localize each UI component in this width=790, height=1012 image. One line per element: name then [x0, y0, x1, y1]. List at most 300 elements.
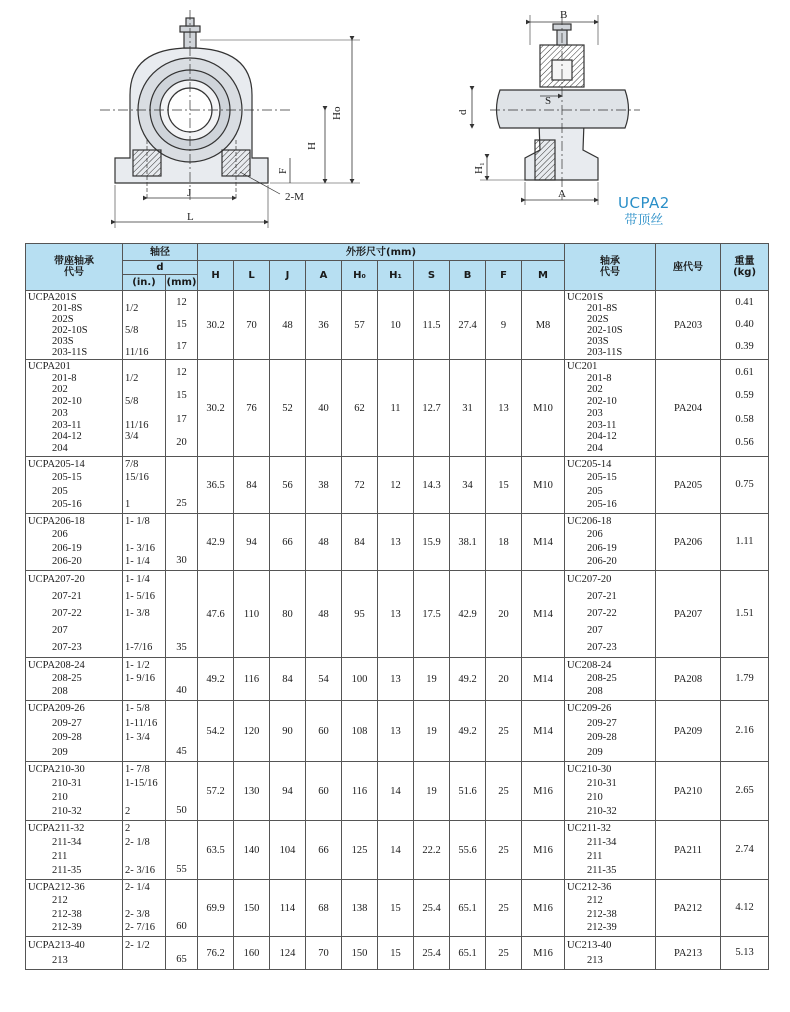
bearing-code-cell-line: 209-27	[587, 717, 617, 729]
dim-j-cell: 104	[270, 821, 306, 880]
unit-code-cell-line: 210-31	[52, 778, 82, 789]
unit-code-cell-line: 210-32	[52, 806, 82, 817]
inch-cell-line	[125, 530, 163, 540]
unit-code-cell-line: 212-38	[52, 908, 82, 920]
housing-code-cell: PA210	[656, 762, 721, 821]
dim-h0-cell: 57	[342, 291, 378, 360]
label-s: S	[545, 95, 552, 107]
inch-cell	[123, 457, 166, 514]
inch-cell-line: 1- 5/8	[125, 703, 150, 715]
bearing-code-cell	[565, 457, 656, 514]
unit-code-cell-line: 210	[52, 792, 68, 803]
dim-b-cell: 49.2	[450, 701, 486, 762]
bearing-code-cell-line: 204	[587, 443, 603, 455]
dim-m-cell: M16	[522, 762, 565, 821]
inch-cell	[123, 571, 166, 658]
inch-cell-line: 1- 1/4	[125, 556, 150, 568]
dim-a-cell: 48	[306, 571, 342, 658]
dim-a-cell: 36	[306, 291, 342, 360]
weight-cell	[721, 658, 769, 701]
table-row	[26, 701, 769, 762]
bearing-code-cell-line: 206-19	[587, 542, 617, 554]
dim-s-cell: 15.9	[414, 514, 450, 571]
label-l: L	[187, 211, 194, 223]
dim-h-cell: 49.2	[198, 658, 234, 701]
mm-cell	[166, 571, 198, 658]
dim-a-cell: 70	[306, 937, 342, 970]
dim-h-cell: 47.6	[198, 571, 234, 658]
unit-code-cell	[26, 658, 123, 701]
inch-cell-line: 2- 7/16	[125, 922, 156, 934]
dim-m-cell: M16	[522, 937, 565, 970]
mm-cell-line: 65	[176, 954, 187, 965]
unit-code-cell-line: 213	[52, 954, 68, 966]
dim-f-cell: 20	[486, 658, 522, 701]
dim-l-cell: 70	[234, 291, 270, 360]
inch-cell-line	[125, 293, 163, 303]
inch-cell-line: 7/8	[125, 458, 139, 470]
dim-h-cell: 76.2	[198, 937, 234, 970]
bearing-code-cell-line: 210-31	[587, 778, 617, 789]
dim-m-cell: M14	[522, 701, 565, 762]
unit-code-cell-line: UCPA207-20	[28, 574, 85, 586]
unit-code-cell-line: UCPA206-18	[28, 515, 85, 527]
label-j: J	[187, 187, 192, 199]
dim-s-cell: 11.5	[414, 291, 450, 360]
housing-code-cell: PA203	[656, 291, 721, 360]
dim-s-cell: 22.2	[414, 821, 450, 880]
table-row	[26, 514, 769, 571]
inch-cell	[123, 701, 166, 762]
bearing-code-cell-line: 205-16	[587, 499, 617, 511]
dim-m-cell: M14	[522, 658, 565, 701]
bearing-code-cell-line: 207-22	[587, 607, 617, 619]
dim-h-cell: 57.2	[198, 762, 234, 821]
header-col-h0: H₀	[342, 261, 378, 291]
inch-cell-line	[125, 687, 163, 697]
dim-h0-cell: 100	[342, 658, 378, 701]
unit-code-cell-line: 203-11S	[52, 346, 88, 358]
dim-m-cell: M10	[522, 457, 565, 514]
dim-b-cell: 65.1	[450, 937, 486, 970]
weight-cell	[721, 880, 769, 937]
dim-h0-cell: 62	[342, 360, 378, 457]
mm-cell-line: 40	[176, 685, 187, 696]
dim-h1-cell: 10	[378, 291, 414, 360]
dim-m-cell: M8	[522, 291, 565, 360]
dim-f-cell: 20	[486, 571, 522, 658]
bearing-code-cell	[565, 514, 656, 571]
bearing-code-cell-line: 210-32	[587, 806, 617, 817]
label-a: A	[558, 188, 566, 200]
unit-code-cell-line: 206	[52, 529, 68, 541]
mm-cell-line: 45	[176, 746, 187, 757]
dim-h1-cell: 14	[378, 762, 414, 821]
table-row	[26, 880, 769, 937]
dim-h-cell: 42.9	[198, 514, 234, 571]
dim-f-cell: 25	[486, 937, 522, 970]
dim-f-cell: 25	[486, 762, 522, 821]
dim-h-cell: 30.2	[198, 291, 234, 360]
inch-cell-line: 2	[125, 823, 131, 834]
bearing-code-cell-line: 201-8	[587, 372, 612, 384]
header-bearing-code: 轴承 代号	[565, 244, 656, 291]
spec-table-body	[26, 291, 769, 970]
dim-l-cell: 84	[234, 457, 270, 514]
weight-cell-line: 2.16	[735, 725, 754, 736]
dim-l-cell: 160	[234, 937, 270, 970]
mm-cell-line: 60	[176, 921, 187, 932]
bearing-code-cell-line: UC201	[567, 360, 598, 372]
inch-cell-line: 1- 3/4	[125, 732, 150, 744]
header-d: d	[123, 261, 198, 275]
dim-j-cell: 52	[270, 360, 306, 457]
dim-a-cell: 54	[306, 658, 342, 701]
table-row	[26, 937, 769, 970]
dim-h0-cell: 72	[342, 457, 378, 514]
bearing-code-cell-line: UC208-24	[567, 659, 612, 671]
unit-code-cell-line: 202S	[52, 313, 74, 325]
header-weight: 重量 (kg)	[721, 244, 769, 291]
weight-cell-line: 0.56	[735, 437, 754, 449]
inch-cell-line: 3/4	[125, 431, 139, 443]
unit-code-cell-line: 201-8	[52, 372, 77, 384]
header-col-m: M	[522, 261, 565, 291]
dim-m-cell: M16	[522, 880, 565, 937]
unit-code-cell-line: 211	[52, 851, 68, 862]
dim-s-cell: 17.5	[414, 571, 450, 658]
bearing-code-cell-line: 203S	[587, 335, 609, 347]
housing-code-cell: PA204	[656, 360, 721, 457]
dim-m-cell: M10	[522, 360, 565, 457]
header-in: (in.)	[123, 275, 166, 291]
weight-cell	[721, 571, 769, 658]
dim-h1-cell: 12	[378, 457, 414, 514]
bearing-code-cell	[565, 762, 656, 821]
header-shaft: 轴径	[123, 244, 198, 261]
dim-l-cell: 110	[234, 571, 270, 658]
unit-code-cell-line: 207	[52, 624, 68, 636]
unit-code-cell-line: UCPA205-14	[28, 458, 85, 470]
bearing-code-cell-line: UC207-20	[567, 574, 612, 586]
inch-cell-line	[125, 748, 163, 758]
inch-cell-line: 1-7/16	[125, 641, 153, 653]
label-b: B	[560, 9, 568, 21]
header-col-j: J	[270, 261, 306, 291]
bearing-code-cell-line: 202-10	[587, 396, 617, 408]
dim-h0-cell: 108	[342, 701, 378, 762]
unit-code-cell-line: UCPA211-32	[28, 823, 85, 834]
dim-f-cell: 9	[486, 291, 522, 360]
dim-h0-cell: 150	[342, 937, 378, 970]
weight-cell-line: 4.12	[735, 902, 754, 913]
header-mm: (mm)	[166, 275, 198, 291]
unit-code-cell-line: UCPA209-26	[28, 703, 85, 715]
weight-cell-line: 1.11	[735, 536, 754, 547]
bearing-code-cell-line: 208	[587, 686, 603, 698]
inch-cell-line: 1-11/16	[125, 717, 158, 729]
mm-cell	[166, 880, 198, 937]
unit-code-cell-line: 204	[52, 443, 68, 455]
label-ho: Ho	[331, 106, 343, 120]
weight-cell	[721, 821, 769, 880]
dim-s-cell: 19	[414, 762, 450, 821]
weight-cell-line: 5.13	[735, 947, 754, 958]
dim-l-cell: 76	[234, 360, 270, 457]
bearing-code-cell-line: UC209-26	[567, 703, 612, 715]
inch-cell-line: 1/2	[125, 302, 139, 314]
unit-code-cell-line: UCPA213-40	[28, 939, 85, 951]
unit-code-cell-line: 209-28	[52, 732, 82, 744]
bearing-code-cell	[565, 658, 656, 701]
dim-j-cell: 80	[270, 571, 306, 658]
inch-cell-line	[125, 487, 163, 497]
table-row	[26, 821, 769, 880]
dim-l-cell: 94	[234, 514, 270, 571]
weight-cell-line: 1.79	[735, 673, 754, 684]
bearing-code-cell-line: UC211-32	[567, 823, 611, 834]
bearing-code-cell	[565, 571, 656, 658]
technical-drawings	[0, 0, 790, 240]
weight-cell-line: 1.51	[735, 608, 754, 619]
mm-cell	[166, 937, 198, 970]
dim-a-cell: 48	[306, 514, 342, 571]
bearing-code-cell-line: 206	[587, 529, 603, 541]
bearing-code-cell-line: 212-38	[587, 908, 617, 920]
inch-cell-line: 1-15/16	[125, 778, 158, 789]
bearing-code-cell-line: 209	[587, 746, 603, 758]
header-housing-code: 座代号	[656, 244, 721, 291]
housing-code-cell: PA211	[656, 821, 721, 880]
dim-s-cell: 14.3	[414, 457, 450, 514]
bearing-code-cell-line: UC212-36	[567, 881, 612, 893]
bearing-code-cell-line: 203-11	[587, 419, 617, 431]
dim-f-cell: 18	[486, 514, 522, 571]
unit-code-cell-line: 202-10	[52, 396, 82, 408]
dim-h1-cell: 15	[378, 937, 414, 970]
header-col-l: L	[234, 261, 270, 291]
dim-j-cell: 90	[270, 701, 306, 762]
weight-cell-line: 0.75	[735, 479, 754, 490]
mm-cell-line: 17	[176, 413, 187, 425]
inch-cell-line: 1	[125, 499, 131, 511]
inch-cell-line	[125, 956, 163, 966]
bearing-code-cell-line: 207	[587, 624, 603, 636]
mm-cell	[166, 291, 198, 360]
dim-h-cell: 36.5	[198, 457, 234, 514]
dim-s-cell: 25.4	[414, 880, 450, 937]
dim-a-cell: 68	[306, 880, 342, 937]
dim-l-cell: 120	[234, 701, 270, 762]
bearing-code-cell-line: 207-21	[587, 591, 617, 603]
bearing-code-cell-line: 208-25	[587, 672, 617, 684]
housing-code-cell: PA212	[656, 880, 721, 937]
dim-h1-cell: 13	[378, 658, 414, 701]
dim-a-cell: 66	[306, 821, 342, 880]
bearing-code-cell-line: 202	[587, 384, 603, 396]
unit-code-cell-line: 206-20	[52, 556, 82, 568]
model-title	[618, 195, 670, 229]
inch-cell-line	[125, 409, 163, 419]
inch-cell-line: 11/16	[125, 346, 149, 358]
housing-code-cell: PA207	[656, 571, 721, 658]
dim-j-cell: 114	[270, 880, 306, 937]
mm-cell-line: 50	[176, 805, 187, 816]
unit-code-cell-line: 202	[52, 384, 68, 396]
dim-s-cell: 25.4	[414, 937, 450, 970]
unit-code-cell-line: 205-16	[52, 499, 82, 511]
label-h: H	[306, 142, 318, 150]
bearing-code-cell-line: 213	[587, 954, 603, 966]
unit-code-cell	[26, 762, 123, 821]
table-row	[26, 658, 769, 701]
weight-cell	[721, 457, 769, 514]
header-dimensions: 外形尺寸(mm)	[198, 244, 565, 261]
unit-code-cell-line: UCPA212-36	[28, 881, 85, 893]
table-row	[26, 762, 769, 821]
dim-h1-cell: 15	[378, 880, 414, 937]
dim-b-cell: 55.6	[450, 821, 486, 880]
dim-j-cell: 56	[270, 457, 306, 514]
inch-cell-line	[125, 362, 163, 372]
inch-cell-line: 2- 1/4	[125, 881, 150, 893]
inch-cell-line: 1- 1/8	[125, 515, 150, 527]
unit-code-cell-line: 205-15	[52, 472, 82, 484]
unit-code-cell-line: 203	[52, 407, 68, 419]
inch-cell-line	[125, 793, 163, 803]
mm-cell-line: 25	[176, 498, 187, 509]
mm-cell-line: 55	[176, 864, 187, 875]
housing-code-cell: PA208	[656, 658, 721, 701]
table-row	[26, 571, 769, 658]
inch-cell-line	[125, 444, 163, 454]
housing-code-cell: PA205	[656, 457, 721, 514]
dim-h0-cell: 138	[342, 880, 378, 937]
dim-a-cell: 60	[306, 701, 342, 762]
inch-cell-line: 15/16	[125, 472, 149, 484]
dim-h0-cell: 95	[342, 571, 378, 658]
unit-code-cell-line: 203S	[52, 335, 74, 347]
mm-cell-line: 12	[176, 297, 187, 308]
bearing-code-cell	[565, 291, 656, 360]
model-subtitle: 带顶丝	[624, 213, 664, 228]
inch-cell-line: 2- 1/2	[125, 939, 150, 951]
dim-h0-cell: 84	[342, 514, 378, 571]
header-col-f: F	[486, 261, 522, 291]
inch-cell	[123, 360, 166, 457]
unit-code-cell-line: 209	[52, 746, 68, 758]
dim-b-cell: 31	[450, 360, 486, 457]
mm-cell-line: 17	[176, 341, 187, 352]
mm-cell	[166, 821, 198, 880]
inch-cell-line: 2- 3/16	[125, 865, 156, 876]
model-code: UCPA2	[618, 194, 670, 212]
mm-cell	[166, 658, 198, 701]
bearing-code-cell-line: UC201S	[567, 291, 604, 303]
dim-a-cell: 40	[306, 360, 342, 457]
dim-f-cell: 13	[486, 360, 522, 457]
unit-code-cell	[26, 821, 123, 880]
inch-cell	[123, 291, 166, 360]
dim-j-cell: 66	[270, 514, 306, 571]
unit-code-cell-line: UCPA201S	[28, 291, 77, 303]
dim-s-cell: 19	[414, 658, 450, 701]
bearing-code-cell-line: 202-10S	[587, 324, 623, 336]
inch-cell-line	[125, 385, 163, 395]
unit-code-cell-line: 211-35	[52, 865, 82, 876]
dim-b-cell: 42.9	[450, 571, 486, 658]
dim-s-cell: 19	[414, 701, 450, 762]
bearing-code-cell-line: 211-35	[587, 865, 617, 876]
bearing-code-cell-line: 209-28	[587, 732, 617, 744]
side-view-drawing	[472, 15, 640, 205]
weight-cell-line: 2.65	[735, 785, 754, 796]
inch-cell	[123, 937, 166, 970]
weight-cell	[721, 514, 769, 571]
inch-cell-line	[125, 337, 163, 347]
label-h1: H₁	[473, 162, 485, 174]
weight-cell	[721, 937, 769, 970]
mm-cell	[166, 514, 198, 571]
header-col-h: H	[198, 261, 234, 291]
dim-b-cell: 49.2	[450, 658, 486, 701]
unit-code-cell-line: UCPA201	[28, 360, 71, 372]
dim-l-cell: 130	[234, 762, 270, 821]
dim-h0-cell: 125	[342, 821, 378, 880]
weight-cell	[721, 762, 769, 821]
label-d: d	[457, 109, 469, 115]
header-col-a: A	[306, 261, 342, 291]
unit-code-cell-line: 207-22	[52, 607, 82, 619]
unit-code-cell	[26, 514, 123, 571]
dim-l-cell: 116	[234, 658, 270, 701]
dim-m-cell: M16	[522, 821, 565, 880]
weight-cell-line: 0.59	[735, 390, 754, 402]
dim-h1-cell: 11	[378, 360, 414, 457]
bearing-code-cell	[565, 880, 656, 937]
dim-f-cell: 15	[486, 457, 522, 514]
table-row	[26, 457, 769, 514]
table-row	[26, 360, 769, 457]
dim-a-cell: 60	[306, 762, 342, 821]
unit-code-cell	[26, 291, 123, 360]
unit-code-cell-line: 207-23	[52, 641, 82, 653]
dim-j-cell: 84	[270, 658, 306, 701]
bearing-code-cell-line: 212	[587, 895, 603, 907]
bearing-code-cell	[565, 360, 656, 457]
mm-cell	[166, 457, 198, 514]
bearing-code-cell-line: 211-34	[587, 837, 617, 848]
inch-cell-line: 11/16	[125, 419, 149, 431]
inch-cell-line: 2	[125, 806, 131, 817]
bearing-code-cell	[565, 821, 656, 880]
unit-code-cell-line: 208	[52, 686, 68, 698]
mm-cell-line: 30	[176, 555, 187, 566]
mm-cell	[166, 762, 198, 821]
weight-cell	[721, 360, 769, 457]
dim-l-cell: 150	[234, 880, 270, 937]
unit-code-cell-line: 212	[52, 895, 68, 907]
mm-cell-line: 12	[176, 366, 187, 378]
label-f: F	[277, 167, 289, 174]
mm-cell	[166, 701, 198, 762]
inch-cell	[123, 514, 166, 571]
inch-cell-line	[125, 315, 163, 325]
bearing-code-cell-line: 206-20	[587, 556, 617, 568]
dim-b-cell: 65.1	[450, 880, 486, 937]
unit-code-cell-line: 202-10S	[52, 324, 88, 336]
weight-cell	[721, 291, 769, 360]
